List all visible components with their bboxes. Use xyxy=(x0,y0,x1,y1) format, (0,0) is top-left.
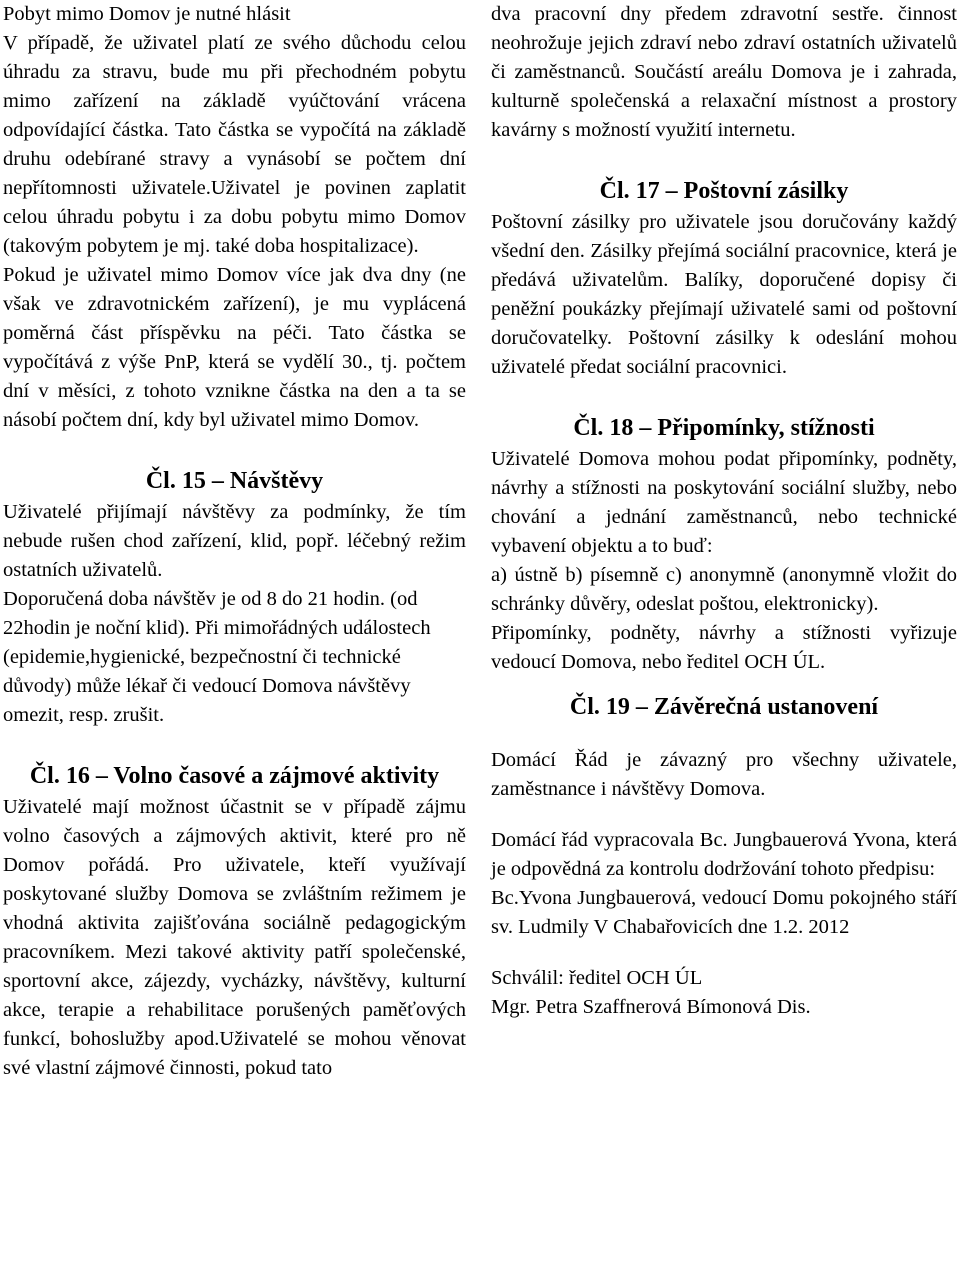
approver-name: Mgr. Petra Szaffnerová Bímonová Dis. xyxy=(491,996,811,1018)
left-paragraph-3: Pokud je uživatel mimo Domov více jak dva dny (ne však ve zdravotnickém zařízení), je mu vyplácená poměrná část příspěvku na péči. Tato částka se vypočítává z výše PnP, která se vydělí 30., tj. počtem dní v měsíci, z tohoto vznikne částka na den a ta se násobí počtem dní, kdy byl uživatel mimo Domov. xyxy=(3,264,466,431)
approval-line: Schválil: ředitel OCH ÚL xyxy=(491,967,703,989)
article-15-paragraph-1: Uživatelé přijímají návštěvy za podmínky, že tím nebude rušen chod zařízení, klid, popř. léčebný režim ostatních uživatelů. xyxy=(3,501,466,581)
heading-article-16: Čl. 16 – Volno časové a zájmové aktivity xyxy=(29,763,440,789)
article-17-paragraph: Poštovní zásilky pro uživatele jsou doručovány každý všední den. Zásilky přejímá sociální pracovnice, která je předává uživatelům. Balíky, doporučené dopisy či peněžní poukázky přejímají uživatelé sami od poštovní doručovatelky. Poštovní zásilky k odeslání mohou uživatelé předat sociální pracovnici. xyxy=(491,211,957,378)
article-18-paragraph-3: Připomínky, podněty, návrhy a stížnosti vyřizuje vedoucí Domova, nebo ředitel OCH ÚL. xyxy=(491,622,957,673)
heading-article-19: Čl. 19 – Závěrečná ustanovení xyxy=(569,694,879,720)
article-18-paragraph-2: a) ústně b) písemně c) anonymně (anonymně vložit do schránky důvěry, odeslat poštou, elektronicky). xyxy=(491,564,957,615)
article-16-paragraph: Uživatelé mají možnost účastnit se v případě zájmu volno časových a zájmových aktivit, které pro ně Domov pořádá. Pro uživatele, kteří využívají poskytované služby Domova se zvláštním režimem je vhodná aktivita zajišťována sociálně pedagogickým pracovníkem. Mezi takové aktivity patří společenské, sportovní akce, zájezdy, vycházky, návštěvy, kulturní akce, terapie a rehabilitace porušených paměťových funkcí, bohoslužby apod.Uživatelé se mohou věnovat své vlastní zájmové činnosti, pokud tato xyxy=(3,796,466,1079)
left-paragraph-2: V případě, že uživatel platí ze svého důchodu celou úhradu za stravu, bude mu při přechodném pobytu mimo zařízení na základě vyúčtování vrácena odpovídající částka. Tato částka se vypočítá na základě druhu odebírané stravy a vynásobí se počtem dní nepřítomnosti uživatele.Uživatel je povinen zaplatit celou úhradu pobytu i za dobu pobytu mimo Domov (takovým pobytem je mj. také doba hospitalizace). xyxy=(3,32,466,257)
left-column xyxy=(3,0,466,1083)
heading-article-18: Čl. 18 – Připomínky, stížnosti xyxy=(573,415,875,441)
article-19-paragraph-3: Bc.Yvona Jungbauerová, vedoucí Domu pokojného stáří sv. Ludmily V Chabařovicích dne 1.2. 2012 xyxy=(491,887,957,938)
article-19-paragraph-2: Domácí řád vypracovala Bc. Jungbauerová Yvona, která je odpovědná za kontrolu dodržování tohoto předpisu: xyxy=(491,829,957,880)
article-15-paragraph-2: Doporučená doba návštěv je od 8 do 21 hodin. (od 22hodin je noční klid). Při mimořádných událostech (epidemie,hygienické, bezpečnostní či technické důvody) může lékař či vedoucí Domova návštěvy omezit, resp. zrušit. xyxy=(3,588,431,726)
heading-article-15: Čl. 15 – Návštěvy xyxy=(145,468,324,494)
article-18-paragraph-1: Uživatelé Domova mohou podat připomínky, podněty, návrhy a stížnosti na poskytování sociální služby, nebo chování a jednání zaměstnanců, nebo technické vybavení objektu a to buď: xyxy=(491,448,957,557)
article-19-paragraph-1: Domácí Řád je závazný pro všechny uživatele, zaměstnance i návštěvy Domova. xyxy=(491,749,957,800)
right-column xyxy=(491,0,957,1022)
heading-article-17: Čl. 17 – Poštovní zásilky xyxy=(599,178,849,204)
right-paragraph-1: dva pracovní dny předem zdravotní sestře. činnost neohrožuje jejich zdraví nebo zdraví ostatních uživatelů či zaměstnanců. Součástí areálu Domova je i zahrada, kulturně společenská a relaxační místnost a prostory kavárny s možností využití internetu. xyxy=(491,3,957,141)
left-paragraph-1: Pobyt mimo Domov je nutné hlásit xyxy=(3,3,291,25)
